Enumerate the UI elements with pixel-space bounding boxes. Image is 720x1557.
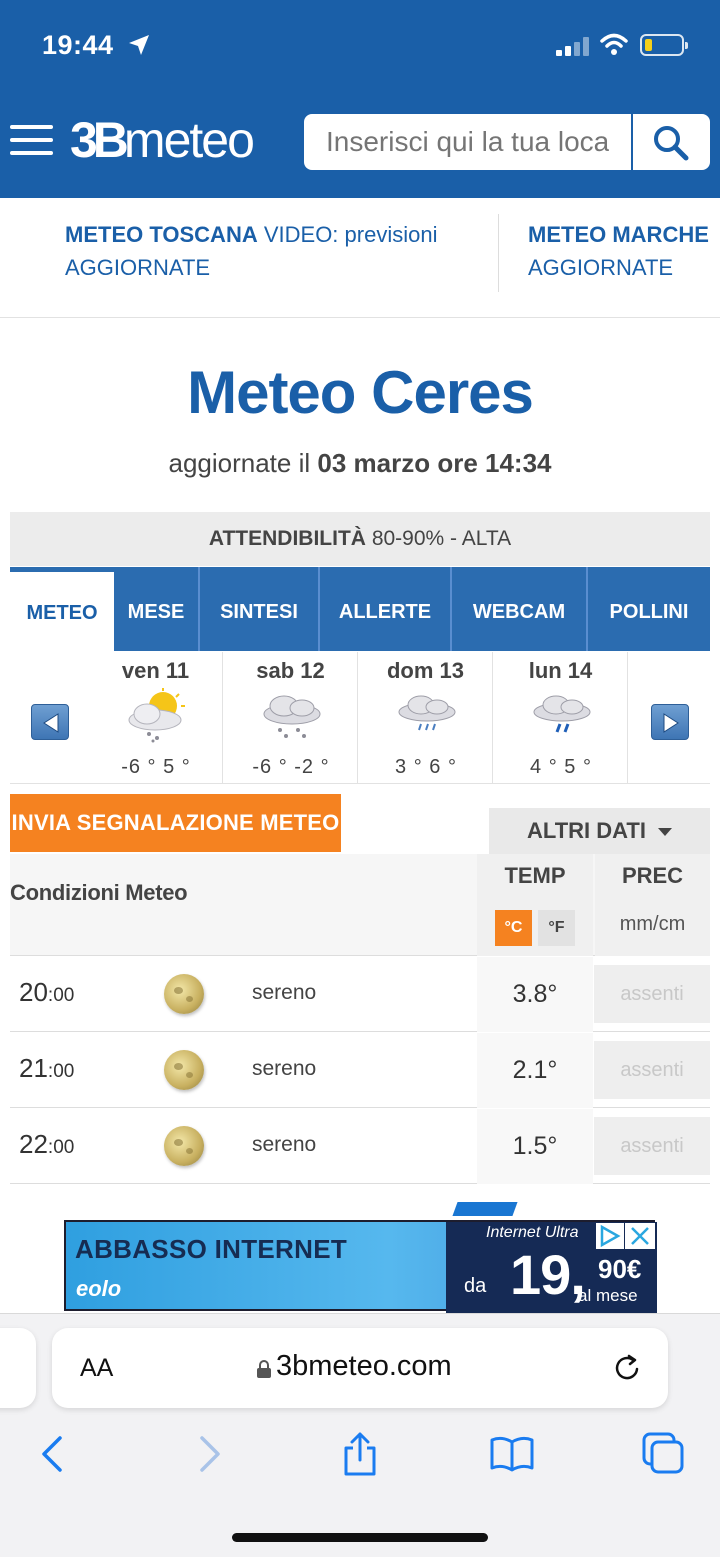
ad-banner[interactable] [64, 1220, 655, 1311]
row-hour-minutes: :00 [47, 985, 75, 1006]
cloud-snow-icon [256, 688, 326, 744]
news-ticker [0, 198, 720, 318]
row-description: sereno [252, 981, 317, 1004]
ticker-item-line2: AGGIORNATE [528, 255, 674, 280]
ad-close-icon[interactable] [625, 1223, 655, 1249]
day-name: dom 13 [386, 658, 465, 683]
day-temp: -6 ° 5 ° [121, 756, 191, 778]
day-name: ven 11 [121, 658, 190, 683]
search-icon [653, 125, 689, 161]
celsius-toggle[interactable]: °C [495, 910, 532, 946]
tab-meteo[interactable]: METEO [10, 567, 114, 651]
moon-icon [164, 1050, 204, 1090]
prec-unit-label: mm/cm [619, 913, 686, 935]
sun-cloud-snow-icon [121, 688, 191, 744]
table-row[interactable] [10, 1033, 710, 1108]
ticker-item-title: METEO MARCHE [528, 222, 709, 247]
moon-icon [164, 1126, 204, 1166]
lock-icon [256, 1360, 272, 1378]
day-temp: 3 ° 6 ° [395, 756, 457, 778]
table-row[interactable] [10, 1109, 710, 1184]
logo-number: 3B [70, 112, 124, 168]
status-bar [0, 0, 720, 90]
moon-icon [164, 974, 204, 1014]
bookmarks-icon[interactable] [490, 1432, 534, 1476]
back-icon[interactable] [32, 1432, 76, 1476]
cloud-rain-icon [391, 688, 461, 744]
search-button[interactable] [633, 114, 710, 170]
ad-info-icon[interactable] [596, 1223, 624, 1249]
tab-webcam[interactable]: WEBCAM [452, 567, 588, 651]
ad-brand-logo: eolo [76, 1276, 122, 1301]
temp-column-header [477, 854, 593, 956]
address-bar[interactable] [52, 1328, 668, 1408]
menu-icon[interactable] [10, 125, 54, 157]
forward-icon[interactable] [186, 1432, 230, 1476]
prev-day-button[interactable] [31, 704, 69, 740]
browser-toolbar [0, 1313, 720, 1557]
more-data-label: ALTRI DATI [527, 818, 646, 843]
day-column[interactable] [89, 652, 223, 784]
row-hour [19, 1053, 74, 1084]
share-icon[interactable] [338, 1432, 382, 1476]
previous-tab-preview[interactable] [0, 1328, 36, 1408]
reliability-bar [10, 512, 710, 566]
ad-price-prefix: da [464, 1275, 487, 1297]
prec-column-header [595, 854, 710, 956]
ad-decoration [452, 1202, 517, 1216]
battery-icon [640, 34, 684, 56]
reader-settings-button[interactable] [80, 1354, 113, 1383]
fahrenheit-toggle[interactable]: °F [538, 910, 575, 946]
tab-sintesi[interactable]: SINTESI [200, 567, 320, 651]
reliability-value: 80-90% - ALTA [371, 527, 512, 550]
ad-subtitle: Internet Ultra [486, 1224, 579, 1241]
temp-column-label: TEMP [504, 863, 566, 888]
row-precipitation: assenti [594, 1117, 710, 1175]
arrow-left-icon [42, 713, 60, 733]
tabs-icon[interactable] [642, 1432, 686, 1476]
row-description: sereno [252, 1133, 317, 1156]
row-description: sereno [252, 1057, 317, 1080]
site-header [0, 0, 720, 198]
table-row[interactable] [10, 957, 710, 1032]
next-day-button[interactable] [651, 704, 689, 740]
updated-timestamp [0, 448, 720, 479]
site-logo[interactable] [70, 112, 253, 168]
page-title: Meteo Ceres [187, 359, 533, 426]
reader-settings-label: AA [80, 1354, 114, 1382]
conditions-column-label: Condizioni Meteo [10, 880, 188, 905]
more-data-dropdown[interactable] [489, 808, 710, 854]
row-temperature: 2.1° [477, 1033, 593, 1108]
report-weather-button[interactable]: INVIA SEGNALAZIONE METEO [10, 794, 341, 852]
ad-price-period: al mese [578, 1286, 638, 1305]
hourly-table-header [10, 854, 710, 956]
day-temp: -6 ° -2 ° [252, 756, 330, 778]
search-input[interactable] [326, 114, 609, 170]
row-hour-value: 21 [19, 1053, 48, 1083]
ad-title: ABBASSO INTERNET [75, 1234, 348, 1264]
ticker-item[interactable] [528, 218, 709, 284]
updated-prefix: aggiornate il [168, 448, 311, 478]
ticker-item[interactable] [65, 218, 485, 284]
row-hour [19, 1129, 74, 1160]
prec-column-label: PREC [621, 863, 684, 888]
arrow-right-icon [662, 713, 680, 733]
row-hour [19, 977, 74, 1008]
tab-pollini[interactable]: POLLINI [609, 601, 689, 623]
day-name: lun 14 [528, 658, 593, 683]
cellular-signal-icon [556, 36, 590, 56]
row-temperature: 3.8° [477, 957, 593, 1032]
tab-allerte[interactable]: ALLERTE [320, 567, 452, 651]
day-column[interactable] [494, 652, 628, 784]
day-temp: 4 ° 5 ° [530, 756, 592, 778]
day-column[interactable] [224, 652, 358, 784]
ticker-divider [498, 214, 499, 292]
row-temperature: 1.5° [477, 1109, 593, 1184]
row-precipitation: assenti [594, 1041, 710, 1099]
row-hour-minutes: :00 [47, 1137, 75, 1158]
day-name: sab 12 [256, 658, 325, 683]
wifi-icon [600, 32, 628, 56]
tab-mese[interactable]: MESE [114, 567, 200, 651]
updated-date: 03 marzo ore 14:34 [317, 448, 552, 478]
ad-price: 19, [510, 1243, 585, 1306]
ad-price-cents: 90€ [598, 1254, 642, 1284]
row-hour-minutes: :00 [47, 1061, 75, 1082]
caret-down-icon [658, 828, 672, 836]
days-carousel [10, 652, 710, 784]
location-arrow-icon [128, 34, 150, 56]
cloud-rain-icon [526, 688, 596, 744]
row-hour-value: 22 [19, 1129, 48, 1159]
ticker-item-text: VIDEO: previsioni [263, 222, 438, 247]
forecast-tabs [10, 567, 710, 651]
row-precipitation: assenti [594, 965, 710, 1023]
ticker-item-line2: AGGIORNATE [65, 255, 211, 280]
url-text: 3bmeteo.com [276, 1350, 452, 1382]
reload-icon[interactable] [612, 1352, 644, 1384]
ticker-item-title: METEO TOSCANA [65, 222, 258, 247]
search-box [304, 114, 631, 170]
status-time: 19:44 [42, 30, 114, 60]
logo-text: meteo [123, 112, 253, 168]
day-column[interactable] [359, 652, 493, 784]
row-hour-value: 20 [19, 977, 48, 1007]
ad-container [0, 1208, 720, 1313]
home-indicator [232, 1533, 488, 1542]
reliability-label: ATTENDIBILITÀ [208, 527, 366, 550]
